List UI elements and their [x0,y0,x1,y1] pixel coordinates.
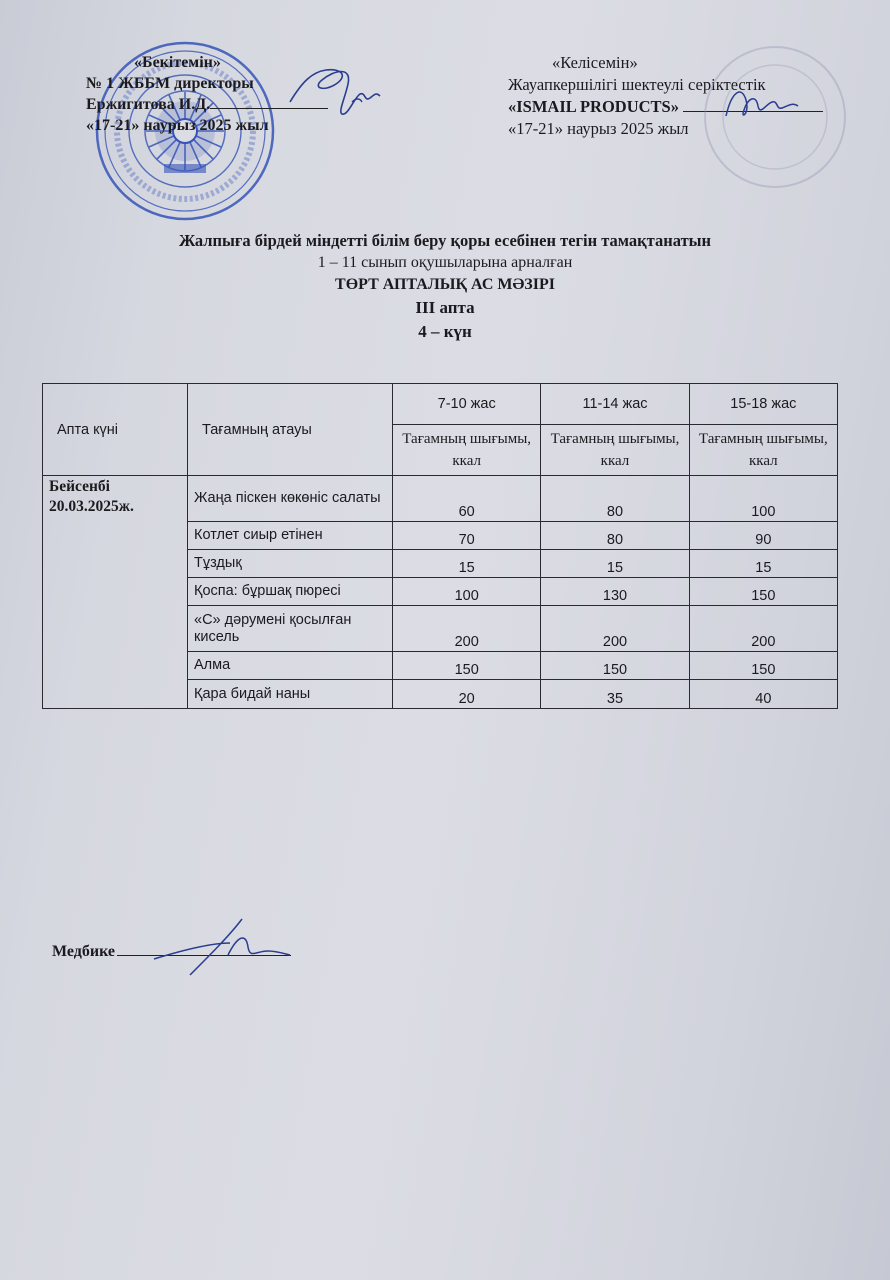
col-name-header: Тағамның атауы [188,384,393,476]
director-name-line: Ержигитова И.Д. [86,94,386,115]
org-name-line: «ISMAIL PRODUCTS» [508,96,848,118]
kcal-value: 150 [393,652,541,680]
dish-name: Жаңа піскен көкөніс салаты [188,476,393,522]
kcal-value: 130 [541,578,689,606]
kcal-value: 90 [689,522,837,550]
kcal-value: 150 [541,652,689,680]
week-label: III апта [415,298,475,317]
title-line-3: ТӨРТ АПТАЛЫҚ АС МӘЗІРІ [335,276,555,293]
director-position: № 1 ЖББМ директоры [86,75,254,92]
kcal-value: 15 [393,550,541,578]
kcal-value: 40 [689,680,837,709]
title-line-2: 1 – 11 сынып оқушыларына арналған [317,254,573,271]
kcal-value: 15 [541,550,689,578]
kcal-value: 20 [393,680,541,709]
day-label: 4 – күн [418,322,472,341]
approval-date: «17-21» наурыз 2025 жыл [86,117,269,134]
kcal-value: 60 [393,476,541,522]
table-header-row [43,384,838,425]
kcal-value: 150 [689,578,837,606]
age-header: 7-10 жас [393,384,541,425]
approve-label: «Бекітемін» [134,54,221,71]
kcal-value: 100 [689,476,837,522]
dish-name: Тұздық [188,550,393,578]
dish-name: Котлет сиыр етінен [188,522,393,550]
kcal-value: 200 [541,606,689,652]
dish-name: Қоспа: бұршақ пюресі [188,578,393,606]
director-signature [282,62,392,120]
dish-name: «С» дәрумені қосылған кисель [188,606,393,652]
kcal-value: 35 [541,680,689,709]
title-line-1: Жалпыға бірдей міндетті білім беру қоры есебінен тегін тамақтанатын [178,231,712,250]
age-header: 15-18 жас [689,384,837,425]
nurse-signature [150,915,300,977]
agree-label: «Келісемін» [552,53,638,72]
agreement-date: «17-21» наурыз 2025 жыл [508,119,689,138]
dish-name: Алма [188,652,393,680]
kcal-value: 200 [393,606,541,652]
unit-header: Тағамның шығымы, ккал [689,425,837,476]
col-day-header: Апта күні [43,384,188,476]
document-title [0,230,890,344]
kcal-value: 150 [689,652,837,680]
org-signature [722,80,812,130]
nurse-label: Медбике [52,943,116,960]
table-row [43,476,838,522]
kcal-value: 80 [541,476,689,522]
age-header: 11-14 жас [541,384,689,425]
day-cell: Бейсенбі 20.03.2025ж. [43,476,188,709]
kcal-value: 15 [689,550,837,578]
dish-name: Қара бидай наны [188,680,393,709]
org-type: Жауапкершілігі шектеулі серіктестік [508,75,766,94]
unit-header: Тағамның шығымы, ккал [541,425,689,476]
kcal-value: 70 [393,522,541,550]
kcal-value: 200 [689,606,837,652]
kcal-value: 80 [541,522,689,550]
menu-table [42,383,838,709]
kcal-value: 100 [393,578,541,606]
unit-header: Тағамның шығымы, ккал [393,425,541,476]
